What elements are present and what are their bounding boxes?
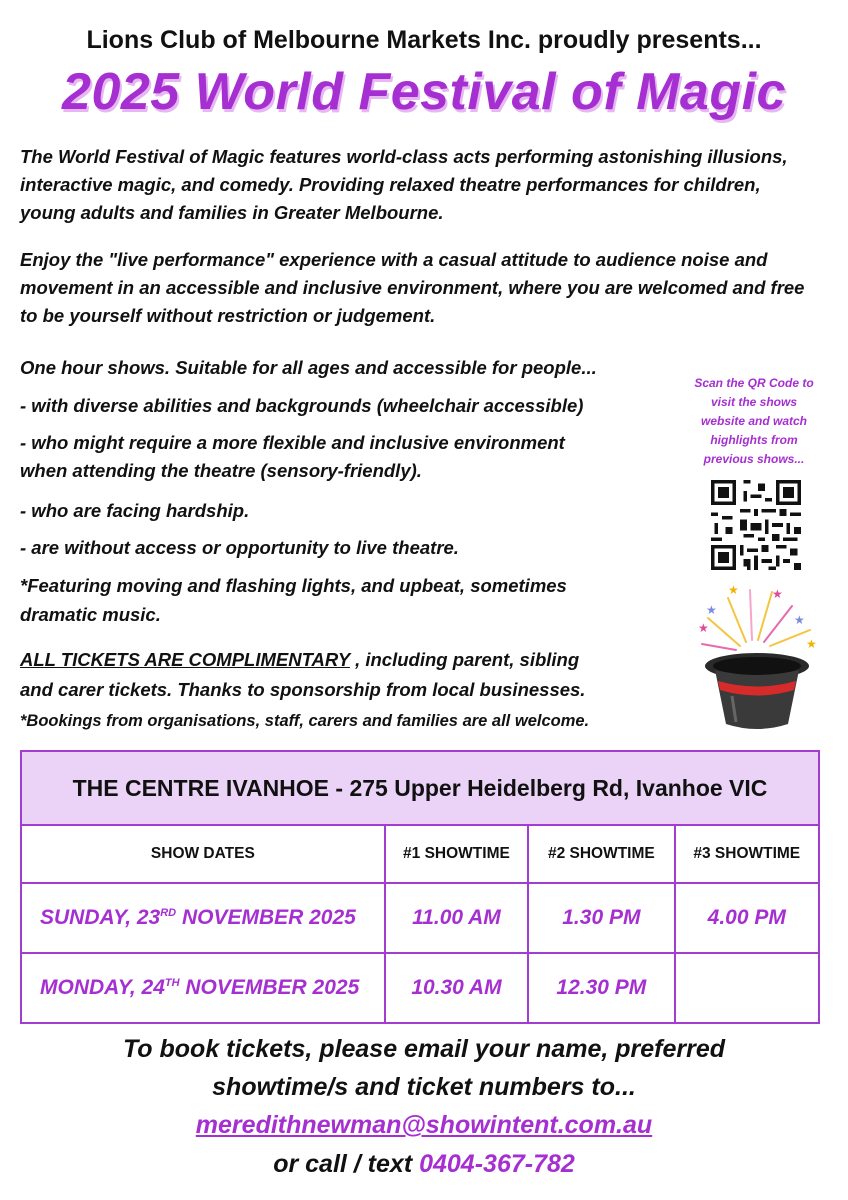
svg-text:★: ★: [806, 637, 817, 651]
booking-call-row: [0, 1150, 848, 1179]
complimentary-highlight: ALL TICKETS ARE COMPLIMENTARY: [20, 649, 350, 670]
header-showtime-1: #1 SHOWTIME: [385, 825, 528, 883]
schedule-table: [20, 750, 820, 1024]
svg-text:★: ★: [794, 613, 805, 627]
showtime-cell: 10.30 AM: [385, 953, 528, 1023]
access-item: - are without access or opportunity to live theatre.: [20, 537, 459, 558]
page-title: 2025 World Festival of Magic: [62, 63, 786, 121]
access-note: dramatic music.: [20, 604, 161, 625]
booking-line-2: showtime/s and ticket numbers to...: [212, 1073, 636, 1101]
table-row: [21, 883, 819, 953]
show-date-cell: MONDAY, 24TH NOVEMBER 2025: [21, 953, 385, 1023]
intro-paragraph-1: The World Festival of Magic features world-class acts performing astonishing illusions, interactive magic, and comedy. Providing relaxed theatre performances for children, young adults and families in Greater Melbourne.: [20, 146, 788, 223]
booking-email-row: [0, 1111, 848, 1140]
access-item: - who are facing hardship.: [20, 500, 250, 521]
qr-caption: Scan the QR Code to visit the shows website and watch highlights from previous shows...: [694, 376, 814, 466]
header-showtime-3: #3 SHOWTIME: [675, 825, 819, 883]
svg-text:★: ★: [772, 587, 783, 601]
presenter-line: Lions Club of Melbourne Markets Inc. proudly presents...: [86, 26, 762, 54]
tickets-line-1: [20, 645, 579, 674]
phone-number[interactable]: 0404-367-782: [419, 1150, 575, 1178]
bookings-note: *Bookings from organisations, staff, carers and families are all welcome.: [20, 712, 590, 730]
showtime-cell: 4.00 PM: [675, 883, 819, 953]
email-link[interactable]: meredithnewman@showintent.com.au: [195, 1111, 653, 1139]
table-row: [21, 953, 819, 1023]
access-heading: One hour shows. Suitable for all ages and accessible for people...: [20, 357, 597, 378]
header-showtime-2: #2 SHOWTIME: [528, 825, 674, 883]
access-item: - who might require a more flexible and inclusive environment: [20, 432, 565, 453]
tickets-line-1-rest: , including parent, sibling: [349, 649, 580, 670]
call-prefix: or call / text: [273, 1150, 420, 1178]
access-item: when attending the theatre (sensory-friendly).: [20, 460, 422, 481]
header-show-dates: SHOW DATES: [21, 825, 385, 883]
showtime-cell: [675, 953, 819, 1023]
svg-text:★: ★: [706, 603, 717, 617]
access-item: - with diverse abilities and backgrounds (wheelchair accessible): [20, 395, 584, 416]
show-date-cell: SUNDAY, 23RD NOVEMBER 2025: [21, 883, 385, 953]
showtime-cell: 11.00 AM: [385, 883, 528, 953]
tickets-line-2: and carer tickets. Thanks to sponsorship from local businesses.: [20, 679, 586, 700]
access-note: *Featuring moving and flashing lights, and upbeat, sometimes: [20, 575, 567, 596]
magic-hat-icon: [688, 584, 826, 734]
showtime-cell: 1.30 PM: [528, 883, 674, 953]
showtime-cell: 12.30 PM: [528, 953, 674, 1023]
qr-code-icon[interactable]: [711, 480, 801, 570]
venue-heading: THE CENTRE IVANHOE - 275 Upper Heidelberg Rd, Ivanhoe VIC: [21, 751, 819, 825]
svg-text:★: ★: [728, 584, 739, 597]
svg-text:★: ★: [698, 621, 709, 635]
booking-line-1: To book tickets, please email your name, preferred: [122, 1035, 726, 1063]
intro-paragraph-2: Enjoy the "live performance" experience with a casual attitude to audience noise and movement in an accessible and inclusive environment, where you are welcomed and free to be yourself without restriction or judgement.: [20, 249, 805, 326]
